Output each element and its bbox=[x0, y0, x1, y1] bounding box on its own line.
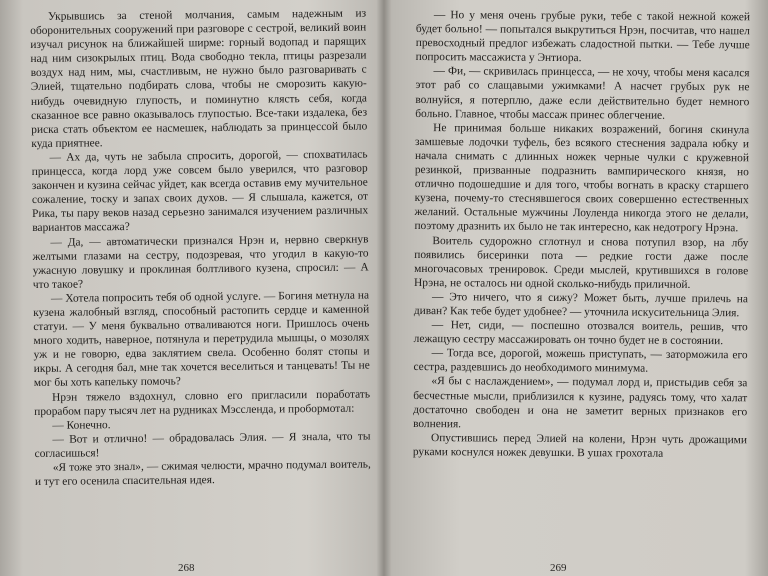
page-number: 269 bbox=[550, 562, 567, 574]
paragraph: — Это ничего, что я сижу? Может быть, лучше прилечь на диван? Как тебе будет удобнее? — уточнила искусительница Элия. bbox=[413, 290, 749, 320]
page-number: 268 bbox=[178, 562, 195, 574]
paragraph: «Я бы с наслаждением», — подумал лорд и, пристыдив себя за бесчестные мысли, приблизился к кузине, радуясь тому, что халат достаточно свободен и она не заметит верных признаков его волнения. bbox=[413, 375, 748, 431]
right-page-text bbox=[413, 8, 750, 461]
right-page bbox=[386, 0, 768, 576]
paragraph: «Я тоже это знал», — сжимая челюсти, мрачно подумал воитель, и тут его осенила спасительная идея. bbox=[34, 458, 371, 489]
paragraph: — Вот и отлично! — обрадовалась Элия. — Я знала, что ты согласишься! bbox=[34, 430, 371, 460]
paragraph: — Ах да, чуть не забыла спросить, дорогой, — спохватилась принцесса, когда лорд уже совсем было уверился, что разговор закончен и кузина сейчас уйдет, как всегда оставив ему мучительное сожаление, тоску и запах своих духов. — Я слышала, кажется, от Рика, ты пару веков назад серьезно занимался изучением различных вариантов массажа? bbox=[31, 148, 369, 235]
paragraph: — Но у меня очень грубые руки, тебе с такой нежной кожей будет больно! — попытался выкрутиться Нрэн, посчитав, что нашел превосходный предлог избежать сладостной пытки. — Тебе лучше попросить массажиста у Энтиора. bbox=[415, 9, 750, 65]
paragraph: — Конечно. bbox=[52, 418, 111, 432]
paragraph: — Хотела попросить тебя об одной услуге. — Богиня метнула на кузена жалобный взгляд, способный растопить сердце и каменной статуи. — У меня буквально отваливаются ноги. Пришлось очень много ходить, наверное, потянула и перетрудила мышцы, о мозолях уж и не говорю, едва заклятием свела. Особенно болят стопы и икры. А сегодня бал, мне так хочется веселиться и танцевать! Ты не мог бы хоть капельку помочь? bbox=[33, 289, 370, 390]
paragraph: — Тогда все, дорогой, можешь приступать, — заторможила его сестра, раздевшись до необходимого минимума. bbox=[413, 347, 748, 375]
paragraph: Опустившись перед Элией на колени, Нрэн чуть дрожащими руками коснулся ножек девушки. В ушах грохотала bbox=[412, 431, 748, 460]
paragraph: Не принимая больше никаких возражений, богиня скинула замшевые лодочки туфель, без всякого стеснения задрала юбку и начала снимать с длинных ножек черные чулки с кружевной резинкой, призванные подразнить вампирического князя, но отлично подошедшие и для того, чтобы вогнать в краску старшего кузена, почему-то стеснявшегося своих совершенно естественных желаний. Остальные мужчины Лоуленда никогда этого не делали, поэтому дразнить их было не так интересно, как недотрогу Нрэна. bbox=[414, 121, 750, 235]
paragraph: Нрэн тяжело вздохнул, словно его пригласили поработать прорабом пару тысяч лет на рудниках Мэссленда, и пробормотал: bbox=[34, 387, 371, 418]
paragraph: Воитель судорожно сглотнул и снова потупил взор, на лбу появились бисеринки пота — редкие гости даже после многочасовых тренировок. Среди мыслей, крутившихся в голове Нрэна, не осталось ни одной сколько-нибудь приличной. bbox=[414, 234, 749, 291]
paragraph: — Да, — автоматически признался Нрэн и, нервно сверкнув желтыми глазами на сестру, подозревая, что угодил в какую-то ужасную ловушку и проклиная болтливого кузена, спросил: — А что такое? bbox=[32, 232, 369, 291]
paragraph: Укрывшись за стеной молчания, самым надежным из оборонительных сооружений при разговоре с сестрой, великий воин изучал рисунок на ближайшей ширме: горный водопад и парящих над ним сизокрылых птиц. Вода свободно текла, птицы разрезали воздух над ним, мы, счастливым, не нужно было разговаривать с Элией, тщательно подбирать слова, чтобы не сморозить какую-нибудь очевидную глупость, и поминутно клясть себя, когда сказанное все равно оказывалось глупостью. Все-таки издалека, без риска стать объектом ее насмешек, наблюдать за принцессой было куда приятнее. bbox=[30, 7, 368, 150]
paragraph: — Фи, — скривилась принцесса, — не хочу, чтобы меня касался этот раб со слащавыми ужимками! А насчет грубых рук не волнуйся, я потерплю, даже если действительно будет немного больно. Главное, чтобы массаж принес облегчение. bbox=[415, 65, 750, 122]
left-page-text bbox=[30, 6, 371, 489]
paragraph: — Нет, сиди, — поспешно отозвался воитель, решив, что лежащую сестру массажировать он точно будет не в состоянии. bbox=[413, 319, 748, 348]
